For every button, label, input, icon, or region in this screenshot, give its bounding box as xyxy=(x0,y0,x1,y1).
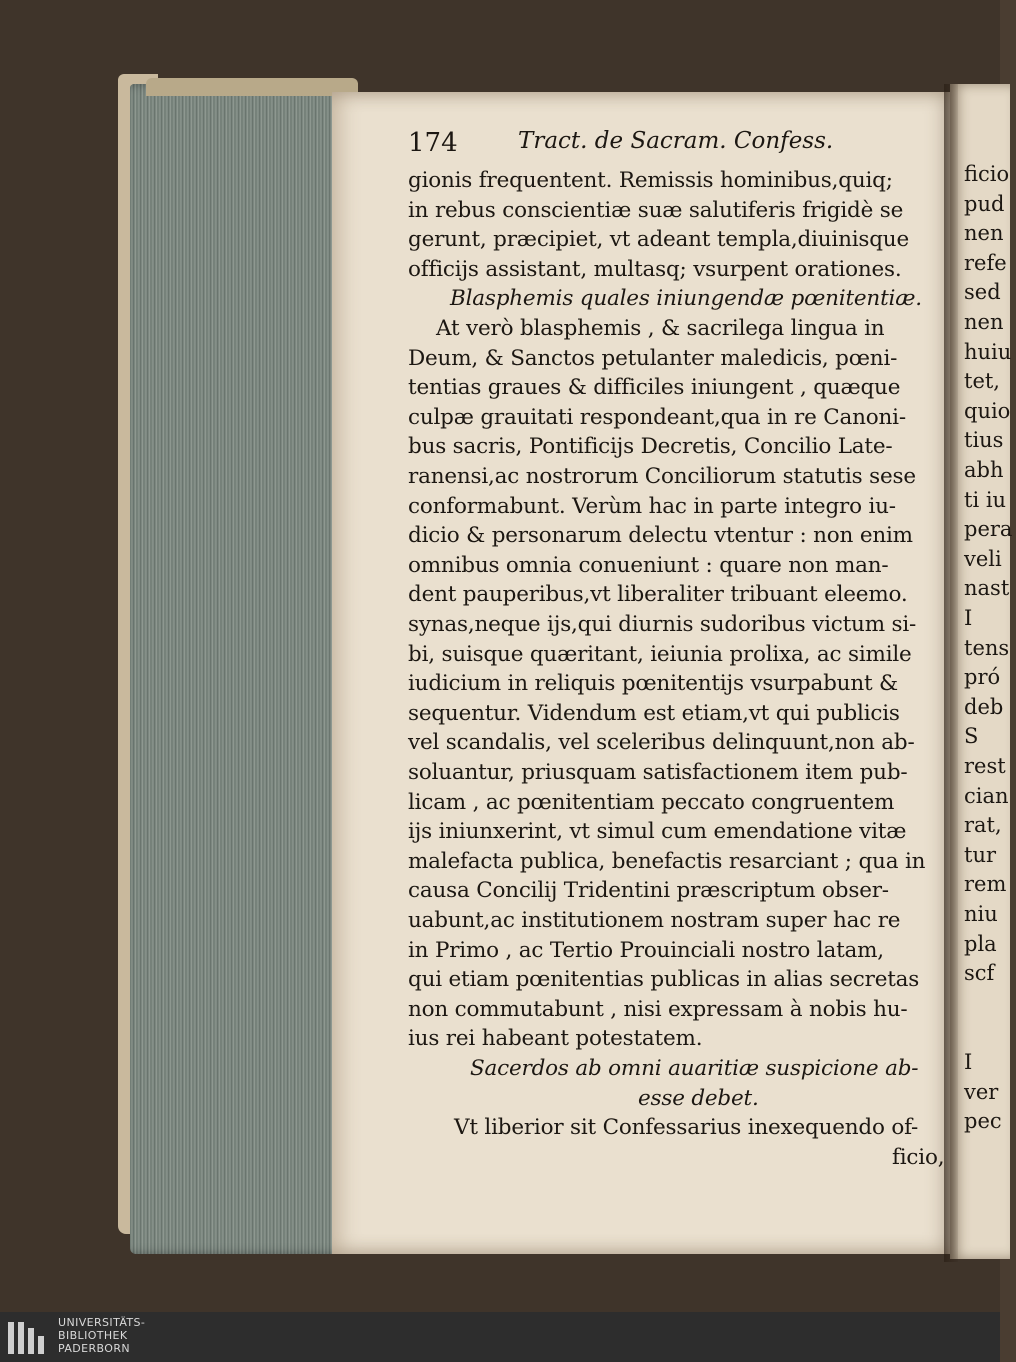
next-page-fragment: quio xyxy=(964,398,1011,423)
logo-line-3: PADERBORN xyxy=(58,1342,131,1355)
text-line: uabunt,ac institutionem nostram super hac re xyxy=(408,908,901,933)
next-page-fragment: tet, xyxy=(964,369,1000,394)
right-page-edge xyxy=(950,84,1013,1259)
next-page-fragment: ficio xyxy=(964,162,1010,186)
book-top-edge xyxy=(146,78,358,96)
next-page-fragment: I xyxy=(964,606,973,630)
text-line: officijs assistant, multasq; vsurpent orationes. xyxy=(408,256,902,282)
next-page-fragment: S xyxy=(964,724,979,749)
page-header xyxy=(408,128,938,168)
running-title: Tract. de Sacram. Confess. xyxy=(518,128,834,154)
next-page-fragment: tens xyxy=(964,635,1010,660)
text-line: ijs iniunxerint, vt simul cum emendatione vitæ xyxy=(408,819,907,845)
logo-line-1: UNIVERSITÄTS- xyxy=(58,1316,146,1329)
next-page-fragment: rem xyxy=(964,872,1007,897)
book-gutter xyxy=(944,84,958,1262)
text-line: dent pauperibus,vt liberaliter tribuant eleemo. xyxy=(408,582,908,608)
next-page-fragment: cian xyxy=(964,783,1009,808)
next-page-fragment: tius xyxy=(964,428,1004,453)
text-line: synas,neque ijs,qui diurnis sudoribus victum si- xyxy=(408,612,917,637)
next-page-fragment: tur xyxy=(964,842,997,867)
next-page-fragment: huiu xyxy=(964,339,1012,364)
page-number: 174 xyxy=(408,128,458,158)
next-page-fragment: refe xyxy=(964,250,1007,275)
text-line: vel scandalis, vel sceleribus delinquunt,non ab- xyxy=(408,730,915,756)
next-page-fragment: pera xyxy=(964,517,1013,542)
next-page-fragment: nen xyxy=(964,221,1004,246)
next-page-fragment: sed xyxy=(964,280,1001,305)
text-line: non commutabunt , nisi expressam à nobis hu- xyxy=(408,996,908,1022)
next-page-fragment: rat, xyxy=(964,813,1002,838)
next-page-fragment: pró xyxy=(964,665,1001,690)
text-line: in Primo , ac Tertio Prouinciali nostro latam, xyxy=(408,937,884,963)
text-line: omnibus omnia conueniunt : quare non man- xyxy=(408,552,889,578)
text-line: gionis frequentent. Remissis hominibus,quiq; xyxy=(408,168,893,193)
next-page-fragment: deb xyxy=(964,694,1004,719)
text-line: ranensi,ac nostrorum Conciliorum statutis sese xyxy=(408,464,916,489)
text-line: Sacerdos ab omni auaritiæ suspicione ab- xyxy=(470,1056,919,1081)
text-line: bi, suisque quæritant, ieiunia prolixa, ac simile xyxy=(408,641,912,667)
next-page-fragment: abh xyxy=(964,458,1004,482)
text-line: culpæ grauitati respondeant,qua in re Canoni- xyxy=(408,404,906,430)
next-page-fragment: veli xyxy=(964,546,1002,571)
next-page-fragment: I xyxy=(964,1050,973,1074)
text-line: in rebus conscientiæ suæ salutiferis frigidè se xyxy=(408,197,904,223)
next-page-fragment: pla xyxy=(964,931,997,956)
text-line: sequentur. Videndum est etiam,vt qui publicis xyxy=(408,700,900,726)
text-line: gerunt, præcipiet, vt adeant templa,diuinisque xyxy=(408,227,909,253)
library-footer xyxy=(0,1312,1000,1362)
logo-line-2: BIBLIOTHEK xyxy=(58,1329,128,1342)
text-line: licam , ac pœnitentiam peccato congruentem xyxy=(408,789,895,815)
text-line: iudicium in reliquis pœnitentijs vsurpabunt & xyxy=(408,671,898,697)
text-line: Deum, & Sanctos petulanter maledicis, pœni- xyxy=(408,345,898,371)
next-page-fragment: ti iu xyxy=(964,487,1007,512)
text-line: conformabunt. Verùm hac in parte integro iu- xyxy=(408,493,896,519)
text-line: ius rei habeant potestatem. xyxy=(408,1026,703,1052)
text-line: Vt liberior sit Confessarius inexequendo of- xyxy=(454,1115,919,1141)
text-line: causa Concilij Tridentini præscriptum obser- xyxy=(408,878,889,904)
text-line: malefacta publica, benefactis resarciant ; qua in xyxy=(408,848,926,874)
text-line: qui etiam pœnitentias publicas in alias secretas xyxy=(408,967,920,993)
next-page-fragment: nast xyxy=(964,576,1010,601)
text-line: At verò blasphemis , & sacrilega lingua in xyxy=(436,316,885,341)
next-page-fragment: nen xyxy=(964,310,1004,334)
next-page-fragment: pec xyxy=(964,1109,1002,1134)
next-page-fragment: pud xyxy=(964,191,1005,216)
text-line: Blasphemis quales iniungendæ pœnitentiæ. xyxy=(450,286,922,312)
page-edges xyxy=(130,84,352,1254)
library-logo-text xyxy=(58,1316,145,1355)
next-page-fragment: scf xyxy=(964,961,995,986)
next-page-fragment: niu xyxy=(964,902,998,926)
text-line: tentias graues & difficiles iniungent , quæque xyxy=(408,375,901,401)
text-line: esse debet. xyxy=(638,1085,759,1111)
text-line: ficio, xyxy=(892,1144,945,1170)
text-line: soluantur, priusquam satisfactionem item pub- xyxy=(408,760,908,785)
library-logo-icon xyxy=(6,1318,46,1358)
text-line: dicio & personarum delectu vtentur : non enim xyxy=(408,523,913,549)
next-page-fragment: ver xyxy=(964,1079,999,1104)
text-line: bus sacris, Pontificijs Decretis, Concilio Late- xyxy=(408,434,893,460)
next-page-fragment: rest xyxy=(964,754,1006,778)
